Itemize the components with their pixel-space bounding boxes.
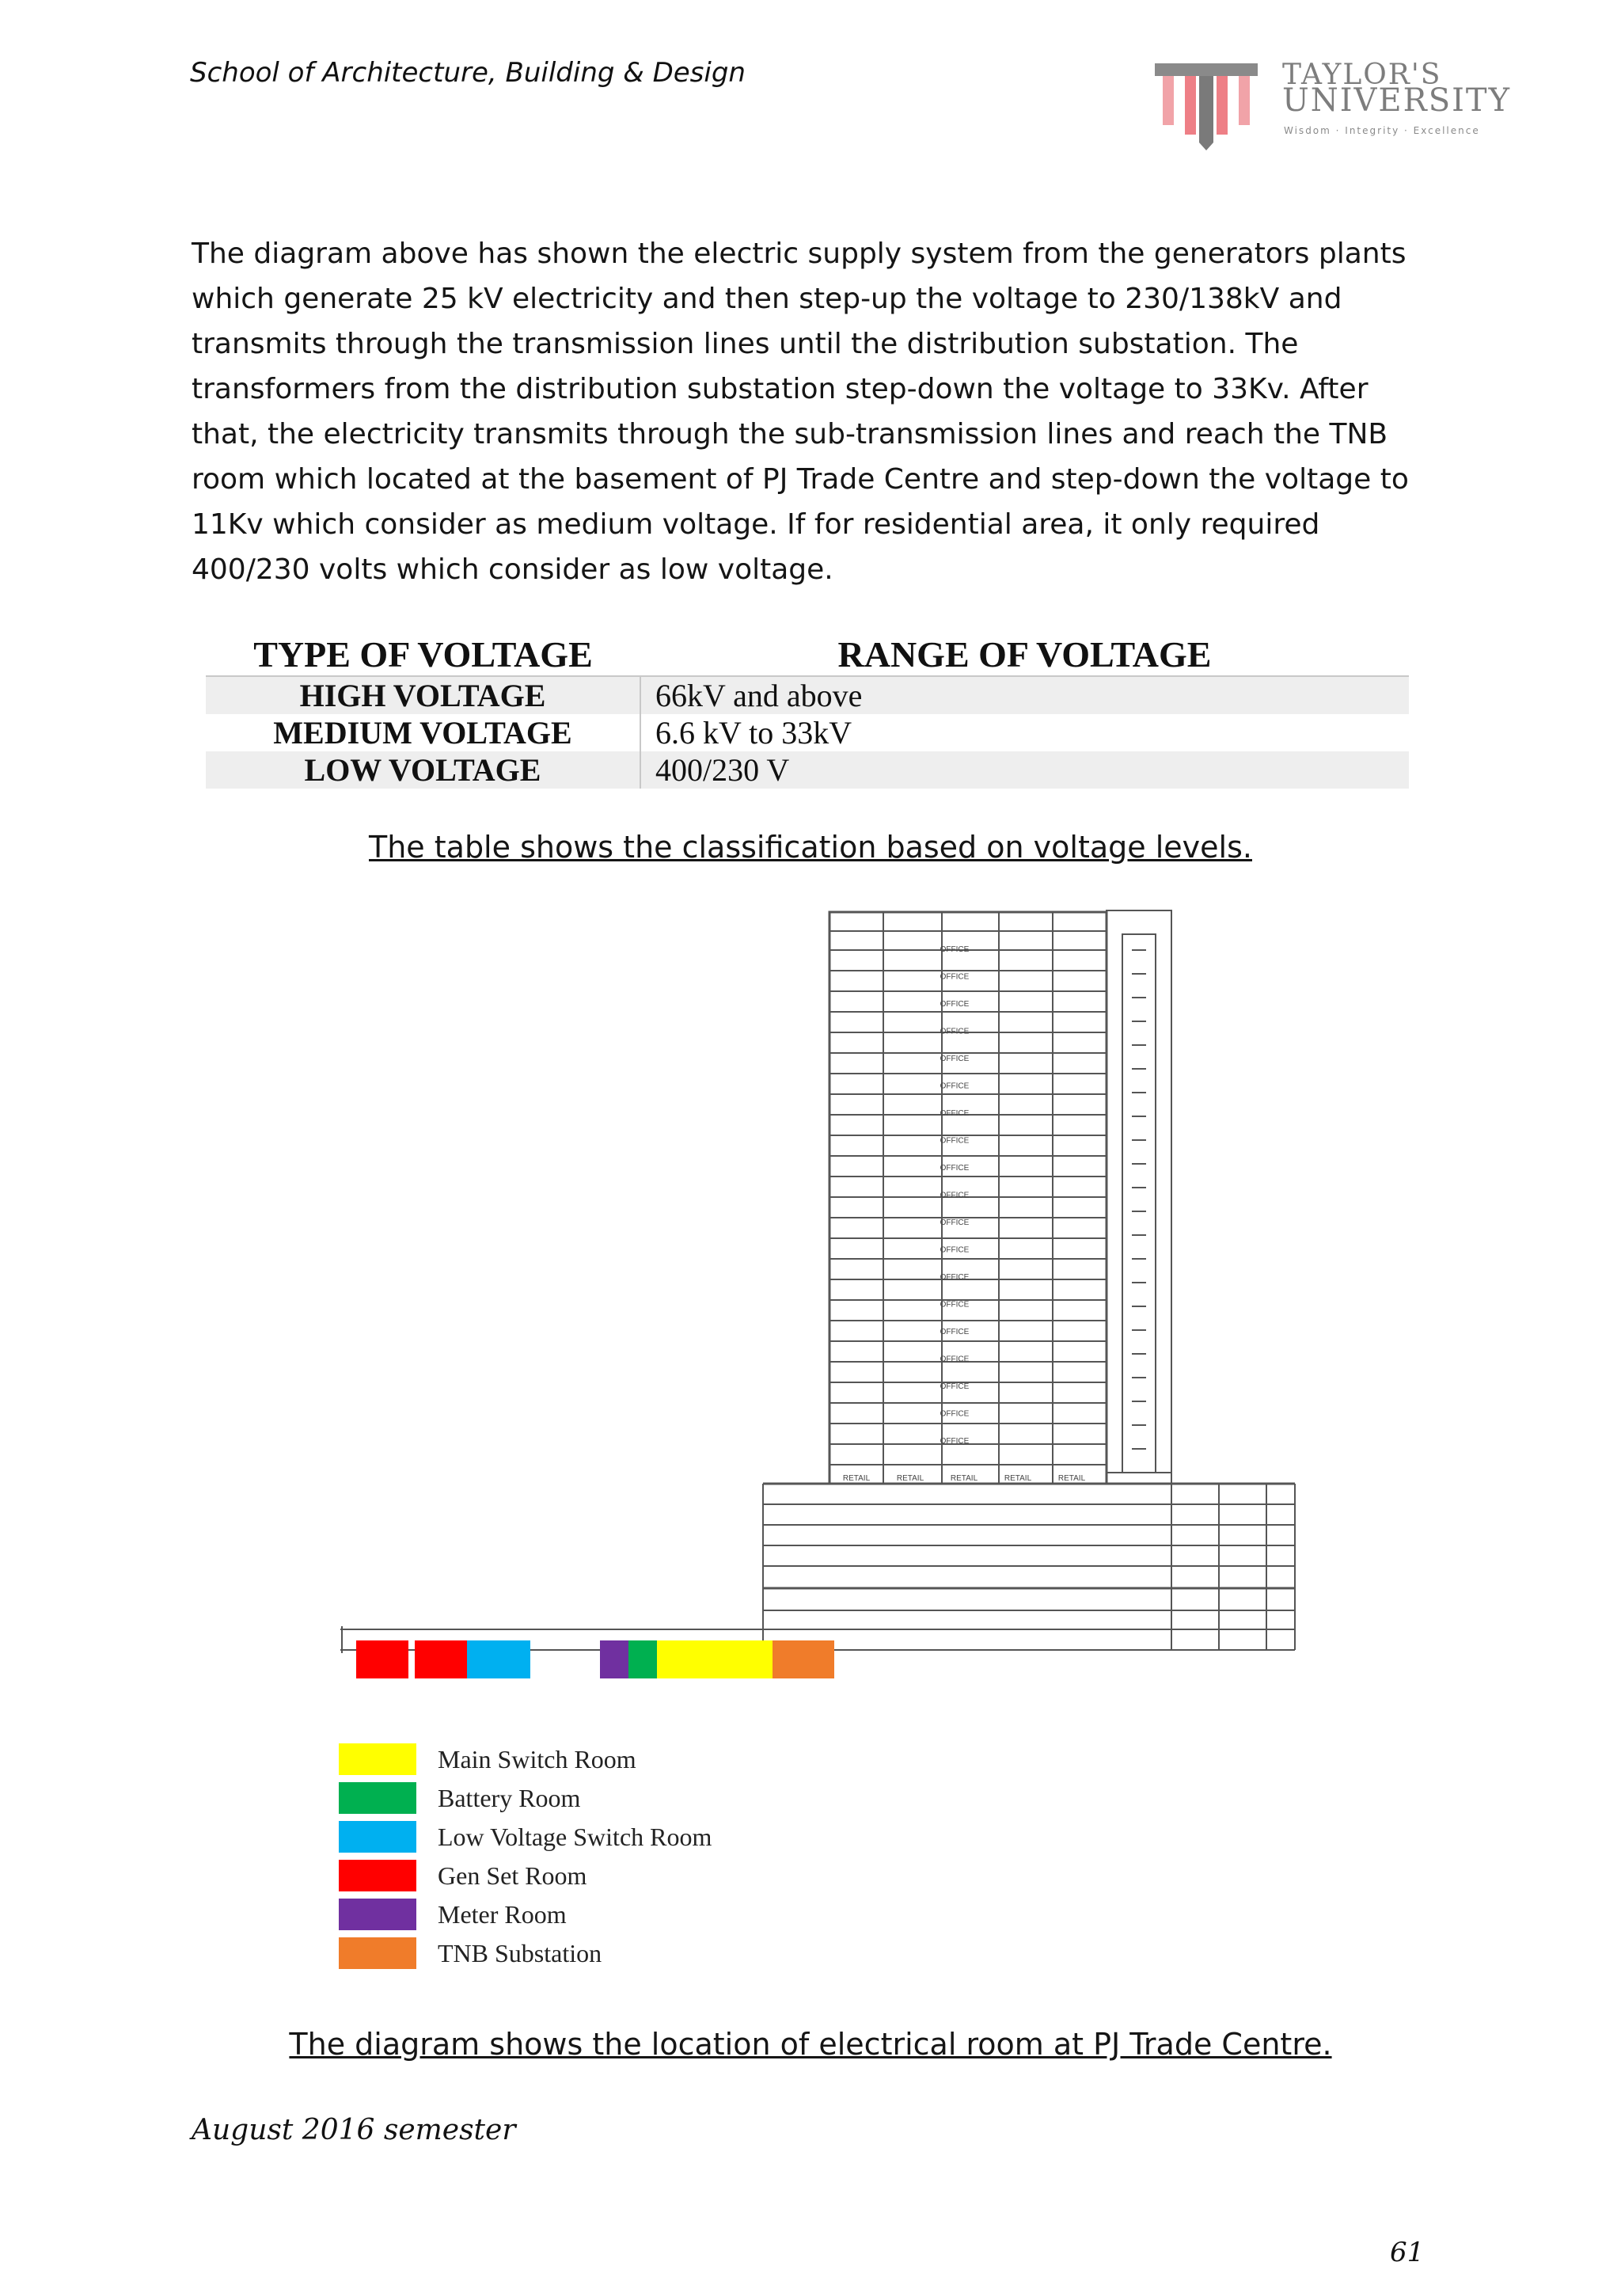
- basement-room-block: [773, 1640, 834, 1678]
- basement-room-block: [356, 1640, 408, 1678]
- legend-label: Gen Set Room: [438, 1861, 587, 1890]
- retail-label: RETAIL: [950, 1474, 978, 1483]
- diagram-caption: The diagram shows the location of electrical room at PJ Trade Centre.: [289, 2027, 1332, 2062]
- legend-swatch: [339, 1743, 416, 1775]
- table-header-range: RANGE OF VOLTAGE: [640, 633, 1409, 676]
- voltage-table: [206, 633, 1409, 789]
- legend-label: Battery Room: [438, 1784, 581, 1812]
- tower-floor-label: OFFICE: [940, 1382, 970, 1391]
- tower-floor-label: OFFICE: [940, 1191, 970, 1200]
- page-number: 61: [1390, 2237, 1425, 2268]
- tower-floor-label: OFFICE: [940, 1136, 970, 1146]
- header-school-name: School of Architecture, Building & Design: [190, 57, 746, 89]
- voltage-range-cell: 66kV and above: [640, 676, 1409, 714]
- basement-room-block: [628, 1640, 657, 1678]
- footer-semester: August 2016 semester: [192, 2114, 516, 2146]
- basement-room-block: [415, 1640, 467, 1678]
- basement-room-block: [467, 1640, 530, 1678]
- table-row: [206, 676, 1409, 714]
- tower-floor-label: OFFICE: [940, 1437, 970, 1446]
- table-caption: The table shows the classification based on voltage levels.: [369, 830, 1252, 865]
- tower-floor-label: OFFICE: [940, 972, 970, 982]
- basement-room-block: [600, 1640, 628, 1678]
- tower-floor-label: OFFICE: [940, 1164, 970, 1173]
- retail-label: RETAIL: [1004, 1474, 1032, 1483]
- retail-label: RETAIL: [1057, 1474, 1086, 1483]
- building-section-diagram: [317, 903, 1314, 1690]
- legend-label: TNB Substation: [438, 1939, 602, 1967]
- voltage-type-cell: MEDIUM VOLTAGE: [206, 714, 640, 751]
- tower-floor-label: OFFICE: [940, 1081, 970, 1091]
- tower-floor-label: OFFICE: [940, 1000, 970, 1009]
- legend-label: Low Voltage Switch Room: [438, 1823, 712, 1851]
- retail-label: RETAIL: [896, 1474, 924, 1483]
- body-paragraph: The diagram above has shown the electric supply system from the generators plants which generate 25 kV electricity and then step-up the voltage to 230/138kV and transmits through the transmission lines until the distribution substation. The transformers from the distribution substation step-down the voltage to 33Kv. After that, the electricity transmits through the sub-transmission lines and reach the TNB room which located at the basement of PJ Trade Centre and step-down the voltage to 11Kv which consider as medium voltage. If for residential area, it only required 400/230 volts which consider as low voltage.: [192, 238, 1409, 586]
- legend-label: Meter Room: [438, 1900, 567, 1929]
- table-row: [206, 751, 1409, 789]
- logo-name-line1: TAYLOR'S: [1282, 59, 1442, 91]
- voltage-type-cell: HIGH VOLTAGE: [206, 676, 640, 714]
- university-emblem-icon: [1152, 60, 1270, 155]
- legend-swatch: [339, 1821, 416, 1853]
- legend-swatch: [339, 1937, 416, 1969]
- logo-name-line2: UNIVERSITY: [1282, 82, 1512, 119]
- tower-floor-label: OFFICE: [940, 1109, 970, 1118]
- voltage-range-cell: 6.6 kV to 33kV: [655, 715, 852, 751]
- voltage-type-cell: LOW VOLTAGE: [206, 751, 640, 789]
- retail-label: RETAIL: [842, 1474, 871, 1483]
- tower-floor-label: OFFICE: [940, 1409, 970, 1419]
- university-logo: [1152, 60, 1524, 155]
- building-section-drawing: [317, 903, 1314, 1686]
- tower-floor-label: OFFICE: [940, 1055, 970, 1063]
- tower-floor-label: OFFICE: [940, 1245, 970, 1255]
- legend-swatch: [339, 1860, 416, 1891]
- tower-floor-label: OFFICE: [940, 1027, 970, 1036]
- logo-motto: Wisdom · Integrity · Excellence: [1284, 125, 1480, 136]
- voltage-range-cell: 400/230 V: [640, 751, 1409, 789]
- tower-floor-label: OFFICE: [940, 945, 970, 954]
- legend-swatch: [339, 1899, 416, 1930]
- tower-floor-label: OFFICE: [940, 1328, 970, 1336]
- tower-floor-label: OFFICE: [940, 1218, 970, 1227]
- table-row: [206, 714, 1409, 751]
- tower-floor-label: OFFICE: [940, 1300, 970, 1310]
- tower-floor-label: OFFICE: [940, 1355, 970, 1364]
- tower-floor-label: OFFICE: [940, 1273, 970, 1282]
- basement-room-block: [657, 1640, 773, 1678]
- table-header-row: [206, 633, 1409, 676]
- legend-label: Main Switch Room: [438, 1745, 636, 1773]
- legend-swatch: [339, 1782, 416, 1814]
- table-header-type: TYPE OF VOLTAGE: [206, 633, 640, 676]
